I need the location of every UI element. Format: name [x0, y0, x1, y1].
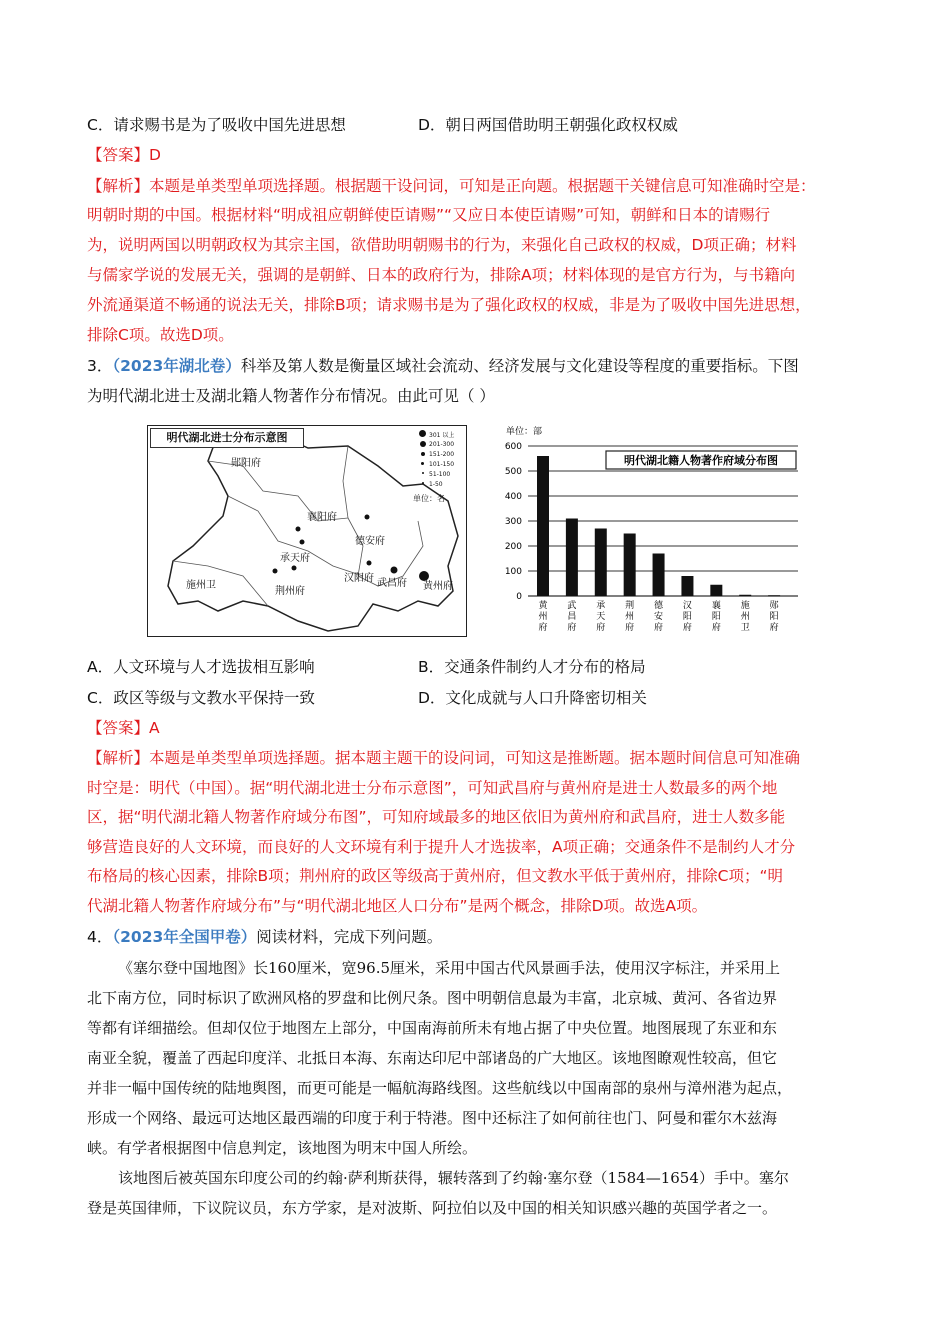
- q3-analysis-line: 区，据“明代湖北籍人物著作府域分布图”，可知府域最多的地区依旧为黄州府和武昌府，进士人数多能: [87, 808, 786, 826]
- q2-option-d: D．朝日两国借助明王朝强化政权权威: [418, 116, 678, 134]
- y-tick-label: 600: [504, 442, 522, 452]
- q3-analysis-line: 够营造良好的人文环境，而良好的人文环境有利于提升人才选拔率，A项正确；交通条件不是制约人才分: [87, 838, 796, 856]
- y-tick-label: 100: [504, 567, 522, 577]
- x-tick-label: 黄州府: [538, 601, 548, 633]
- map-label-shizhou: 施州卫: [186, 580, 216, 591]
- q3-option-b: B．交通条件制约人才分布的格局: [418, 658, 646, 676]
- chart-title: 明代湖北籍人物著作府域分布图: [624, 454, 778, 467]
- stem-text: 阅读材料，完成下列问题。: [256, 928, 443, 946]
- prefecture-dot: [273, 569, 278, 574]
- legend-dot: [422, 482, 424, 484]
- q3-analysis-line: 代湖北籍人物著作府域分布”与“明代湖北地区人口分布”是两个概念，排除D项。故选A项。: [87, 897, 708, 915]
- q4-material-line: 峡。有学者根据图中信息判定，该地图为明末中国人所绘。: [87, 1139, 478, 1157]
- q4-material-line: 等都有详细描绘。但却仅位于地图左上部分，中国南海前所未有地占据了中央位置。地图展现了东亚和东: [87, 1019, 778, 1037]
- q2-analysis-line: 外流通渠道不畅通的说法无关，排除B项；请求赐书是为了强化政权的权威，非是为了吸收中国先进思想，: [87, 296, 811, 314]
- q4-material-line: 并非一幅中国传统的陆地舆图，而更可能是一幅航海路线图。这些航线以中国南部的泉州与漳州港为起点，: [87, 1079, 793, 1097]
- q4-material-line: 登是英国律师，下议院议员，东方学家，是对波斯、阿拉伯以及中国的相关知识感兴趣的英国学者之一。: [87, 1199, 778, 1217]
- q3-answer: [87, 718, 160, 738]
- question-number: 4．: [87, 928, 113, 946]
- legend-label: 151-200: [429, 451, 455, 458]
- q4-material-line: 该地图后被英国东印度公司的约翰·萨利斯获得，辗转落到了约翰·塞尔登（1584—1654）手中。塞尔: [118, 1169, 789, 1187]
- legend-label: 201-300: [429, 441, 455, 448]
- y-tick-label: 0: [516, 592, 522, 602]
- legend-label: 51-100: [429, 471, 451, 478]
- question-source: （2023年全国甲卷）: [112, 928, 257, 946]
- x-tick-label: 德安府: [654, 601, 664, 633]
- hubei-jinshi-map: [147, 425, 467, 637]
- x-tick-label: 施州卫: [740, 601, 750, 633]
- map-label-huangzhou: 黄州府: [423, 581, 453, 592]
- bar: [537, 456, 549, 596]
- legend-label: 101-150: [429, 461, 455, 468]
- answer-value: A: [149, 719, 160, 737]
- prefecture-dot: [296, 527, 301, 532]
- map-label-jingzhou: 荆州府: [275, 586, 305, 597]
- prefecture-dot: [367, 561, 372, 566]
- q4-material-line: 南亚全貌，覆盖了西起印度洋、北抵日本海、东南达印尼中部诸岛的广大地区。该地图瞭观性较高，但它: [87, 1049, 778, 1067]
- q3-option-c: C．政区等级与文教水平保持一致: [87, 689, 315, 707]
- q4-material-line: 北下南方位，同时标识了欧洲风格的罗盘和比例尺条。图中明朝信息最为丰富，北京城、黄河、各省边界: [87, 989, 778, 1007]
- prefecture-dot: [292, 566, 297, 571]
- bar: [681, 576, 693, 596]
- bar: [595, 529, 607, 597]
- q4-material-line: 形成一个网络、最远可达地区最西端的印度于利于特港。图中还标注了如何前往也门、阿曼和霍尔木兹海: [87, 1109, 778, 1127]
- legend-unit: 单位：名: [413, 494, 445, 503]
- q2-analysis-line: 排除C项。故选D项。: [87, 326, 234, 344]
- map-label-chengtian: 承天府: [280, 553, 310, 564]
- map-label-wuchang: 武昌府: [377, 578, 407, 589]
- question-source: （2023年湖北卷）: [112, 357, 241, 375]
- y-tick-label: 200: [504, 542, 522, 552]
- stem-text: 科举及第人数是衡量区域社会流动、经济发展与文化建设等程度的重要指标。下图: [240, 357, 799, 375]
- q3-analysis-line: 布格局的核心因素，排除B项；荆州府的政区等级高于黄州府，但文教水平低于黄州府，排除C项；“明: [87, 867, 783, 885]
- q2-answer: [87, 145, 161, 165]
- q2-analysis-line: 与儒家学说的发展无关，强调的是朝鲜、日本的政府行为，排除A项；材料体现的是官方行为，与书籍向: [87, 266, 796, 284]
- answer-label: 【答案】: [87, 719, 150, 737]
- question-number: 3．: [87, 357, 113, 375]
- q2-analysis-line: 为，说明两国以明朝政权为其宗主国，欲借助明朝赐书的行为，来强化自己政权的权威，D项正确；材料: [87, 236, 797, 254]
- q2-option-c: C．请求赐书是为了吸收中国先进思想: [87, 116, 346, 134]
- bar: [710, 585, 722, 596]
- x-tick-label: 荆州府: [625, 601, 635, 633]
- map-label-xiangyang: 襄阳府: [307, 512, 337, 523]
- map-label-hanyang: 汉阳府: [344, 573, 374, 584]
- legend-dot: [419, 430, 426, 437]
- q3-option-a: A．人文环境与人才选拔相互影响: [87, 658, 315, 676]
- answer-label: 【答案】: [87, 146, 150, 164]
- map-title: 明代湖北进士分布示意图: [150, 428, 304, 448]
- q3-stem: [87, 356, 799, 376]
- bar: [566, 519, 578, 597]
- legend-dot: [421, 462, 424, 465]
- map-outline: [148, 426, 466, 636]
- x-tick-label: 武昌府: [567, 601, 577, 633]
- map-label-yunyang: 郧阳府: [231, 458, 261, 469]
- y-tick-label: 500: [504, 467, 522, 477]
- q2-analysis-line: 【解析】本题是单类型单项选择题。根据题干设问词，可知是正向题。根据题干关键信息可知准确时空是：: [87, 177, 816, 195]
- x-tick-label: 襄阳府: [711, 601, 721, 633]
- q3-analysis-line: 【解析】本题是单类型单项选择题。据本题主题干的设问词，可知这是推断题。据本题时间信息可知准确: [87, 749, 801, 767]
- q2-analysis-line: 明朝时期的中国。根据材料“明成祖应朝鲜使臣请赐”“又应日本使臣请赐”可知，朝鲜和日本的请赐行: [87, 206, 771, 224]
- q3-analysis-line: 时空是：明代（中国）。据“明代湖北进士分布示意图”，可知武昌府与黄州府是进士人数最多的两个地: [87, 779, 778, 797]
- legend-label: 301 以上: [429, 432, 455, 439]
- prefecture-dot: [300, 540, 305, 545]
- q4-stem: [87, 927, 442, 947]
- works-distribution-chart: [498, 418, 808, 648]
- y-tick-label: 400: [504, 492, 522, 502]
- map-label-de-an: 德安府: [355, 536, 385, 547]
- y-axis-label: 单位：部: [506, 427, 543, 437]
- x-tick-label: 承天府: [596, 601, 606, 633]
- bar-chart-svg: [498, 418, 808, 648]
- bar: [653, 554, 665, 597]
- bar: [624, 534, 636, 597]
- x-tick-label: 郧阳府: [769, 601, 779, 633]
- y-tick-label: 300: [504, 517, 522, 527]
- q3-option-d: D．文化成就与人口升降密切相关: [418, 689, 647, 707]
- bar: [768, 595, 780, 596]
- legend-dot: [421, 452, 425, 456]
- prefecture-dot: [391, 567, 398, 574]
- legend-dot: [422, 472, 424, 474]
- legend-label: 1-50: [429, 481, 443, 488]
- bar: [739, 595, 751, 596]
- prefecture-dot: [365, 515, 370, 520]
- answer-value: D: [149, 146, 161, 164]
- q3-stem-line2: 为明代湖北进士及湖北籍人物著作分布情况。由此可见（ ）: [87, 387, 495, 405]
- x-tick-label: 汉阳府: [682, 601, 692, 633]
- legend-dot: [420, 441, 426, 447]
- q4-material-line: 《塞尔登中国地图》长160厘米，宽96.5厘米，采用中国古代风景画手法，使用汉字标注，并采用上: [118, 959, 781, 977]
